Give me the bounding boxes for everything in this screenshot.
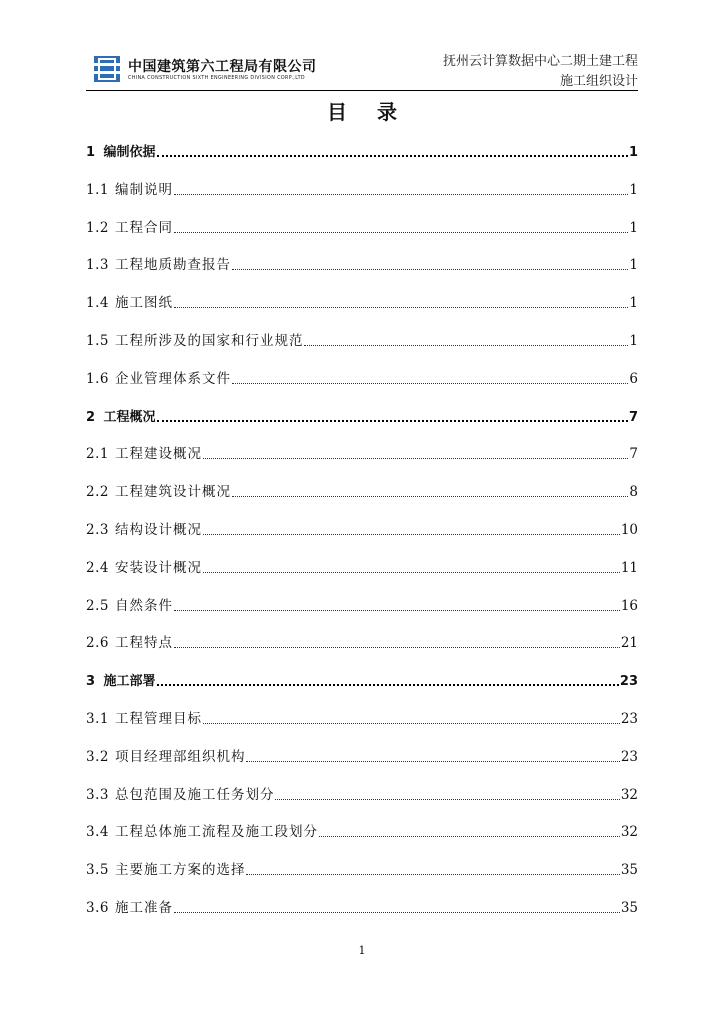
toc-entry-label: 施工图纸 <box>114 295 173 312</box>
toc-entry-page: 32 <box>620 824 638 841</box>
page-number: 1 <box>358 944 366 957</box>
toc-entry-number: 3.2 <box>86 748 109 765</box>
toc-entry[interactable] <box>86 140 638 160</box>
toc-entry-page: 8 <box>629 484 638 501</box>
toc-entry-number: 1 <box>86 145 96 160</box>
header-divider <box>86 90 638 91</box>
project-name: 抚州云计算数据中心二期土建工程 <box>442 54 638 69</box>
toc-entry-page: 1 <box>629 333 638 349</box>
toc-entry-number: 2 <box>86 409 96 425</box>
toc-entry-number: 2.5 <box>86 597 109 614</box>
toc-entry-label: 工程合同 <box>114 219 173 236</box>
toc-entry-page: 7 <box>628 409 638 425</box>
toc-dot-leader <box>174 912 620 913</box>
toc-entry[interactable] <box>86 216 638 236</box>
toc-entry-number: 3.1 <box>86 711 109 727</box>
toc-entry-page: 32 <box>620 786 638 803</box>
toc-entry[interactable] <box>86 594 638 614</box>
toc-entry-label: 施工准备 <box>114 900 173 916</box>
toc-dot-leader <box>304 345 628 346</box>
toc-entry-number: 2.3 <box>86 522 109 538</box>
toc-entry-number: 1.2 <box>86 219 109 236</box>
toc-dot-leader <box>174 307 628 308</box>
document-type: 施工组织设计 <box>559 74 638 89</box>
toc-entry-label: 工程管理目标 <box>114 711 202 727</box>
toc-dot-leader <box>275 799 619 800</box>
toc-entry-page: 23 <box>620 748 638 765</box>
toc-dot-leader <box>174 232 628 233</box>
toc-entry[interactable] <box>86 518 638 538</box>
toc-entry-label: 施工部署 <box>103 674 156 690</box>
toc-entry[interactable] <box>86 480 638 500</box>
toc-entry[interactable] <box>86 556 638 576</box>
toc-entry-label: 工程所涉及的国家和行业规范 <box>114 333 304 349</box>
toc-entry-page: 23 <box>619 674 638 690</box>
toc-entry-label: 编制说明 <box>114 181 173 198</box>
toc-entry-page: 35 <box>620 862 638 879</box>
toc-dot-leader <box>174 610 620 611</box>
toc-entry-page: 10 <box>620 522 638 538</box>
toc-dot-leader <box>232 383 628 384</box>
toc-dot-leader <box>174 194 628 195</box>
toc-entry-label: 企业管理体系文件 <box>114 370 231 387</box>
toc-entry-number: 2.1 <box>86 446 109 463</box>
toc-entry-label: 项目经理部组织机构 <box>114 748 246 765</box>
company-name-cn: 中国建筑第六工程局有限公司 <box>128 59 317 75</box>
toc-dot-leader <box>203 572 620 573</box>
toc-entry-page: 23 <box>620 711 638 727</box>
toc-entry-label: 主要施工方案的选择 <box>114 862 246 879</box>
toc-entry-page: 35 <box>620 900 638 916</box>
toc-entry-label: 工程总体施工流程及施工段划分 <box>114 824 318 841</box>
toc-entry[interactable] <box>86 783 638 803</box>
toc-entry[interactable] <box>86 745 638 765</box>
toc-entry[interactable] <box>86 669 638 689</box>
toc-entry-label: 工程建筑设计概况 <box>114 484 231 501</box>
toc-entry-number: 2.6 <box>86 635 109 652</box>
toc-entry-number: 3.6 <box>86 900 109 916</box>
toc-entry-number: 1.1 <box>86 181 109 198</box>
toc-entry-label: 工程概况 <box>103 409 156 425</box>
toc-dot-leader <box>203 458 628 459</box>
toc-entry-page: 16 <box>620 597 638 614</box>
toc-entry[interactable] <box>86 858 638 878</box>
toc-entry[interactable] <box>86 405 638 425</box>
toc-dot-leader <box>319 836 620 837</box>
toc-entry-number: 3 <box>86 674 96 690</box>
toc-entry-label: 结构设计概况 <box>114 522 202 538</box>
toc-entry-number: 1.6 <box>86 370 109 387</box>
toc-entry-number: 1.4 <box>86 295 109 312</box>
toc-entry-page: 11 <box>620 559 638 576</box>
toc-entry[interactable] <box>86 367 638 387</box>
toc-entry-page: 21 <box>620 635 638 652</box>
toc-entry[interactable] <box>86 707 638 727</box>
toc-dot-leader <box>174 647 620 648</box>
toc-entry-label: 总包范围及施工任务划分 <box>114 786 275 803</box>
toc-dot-leader <box>246 761 619 762</box>
toc-entry-number: 3.5 <box>86 862 109 879</box>
toc-dot-leader <box>157 155 628 157</box>
toc-entry-page: 7 <box>629 446 638 463</box>
toc-entry[interactable] <box>86 896 638 916</box>
toc-entry-label: 工程建设概况 <box>114 446 202 463</box>
toc-dot-leader <box>203 723 620 724</box>
toc-entry-number: 2.2 <box>86 484 109 501</box>
toc-entry-page: 1 <box>629 257 638 274</box>
toc-entry[interactable] <box>86 329 638 349</box>
cscec-logo-icon <box>94 56 120 82</box>
toc-entry-label: 安装设计概况 <box>114 559 202 576</box>
toc-entry-page: 1 <box>629 181 638 198</box>
company-name-en: CHINA CONSTRUCTION SIXTH ENGINEERING DIVISION CORP.,LTD <box>128 76 306 81</box>
toc-entry-number: 1.5 <box>86 333 109 349</box>
toc-entry-label: 自然条件 <box>114 597 173 614</box>
toc-entry-label: 工程特点 <box>114 635 173 652</box>
page-header <box>86 50 638 90</box>
toc-entry[interactable] <box>86 291 638 311</box>
toc-entry-number: 2.4 <box>86 559 109 576</box>
toc-dot-leader <box>203 534 620 535</box>
toc-dot-leader <box>246 874 619 875</box>
toc-entry-page: 1 <box>629 219 638 236</box>
toc-entry-label: 编制依据 <box>103 145 156 160</box>
toc-entry-page: 1 <box>628 145 638 160</box>
toc-entry-page: 1 <box>629 295 638 312</box>
toc-entry-label: 工程地质勘查报告 <box>114 257 231 274</box>
toc-entry[interactable] <box>86 178 638 198</box>
toc-dot-leader <box>232 496 628 497</box>
toc-entry-number: 3.4 <box>86 824 109 841</box>
toc-dot-leader <box>157 684 619 686</box>
toc-entry[interactable] <box>86 253 638 273</box>
toc-entry-number: 3.3 <box>86 786 109 803</box>
toc-entry-number: 1.3 <box>86 257 109 274</box>
toc-dot-leader <box>232 269 628 270</box>
toc-title: 目录 <box>327 100 427 124</box>
toc-entry[interactable] <box>86 631 638 651</box>
toc-dot-leader <box>157 420 628 422</box>
toc-entry[interactable] <box>86 442 638 462</box>
toc-entry[interactable] <box>86 820 638 840</box>
toc-entry-page: 6 <box>629 370 638 387</box>
